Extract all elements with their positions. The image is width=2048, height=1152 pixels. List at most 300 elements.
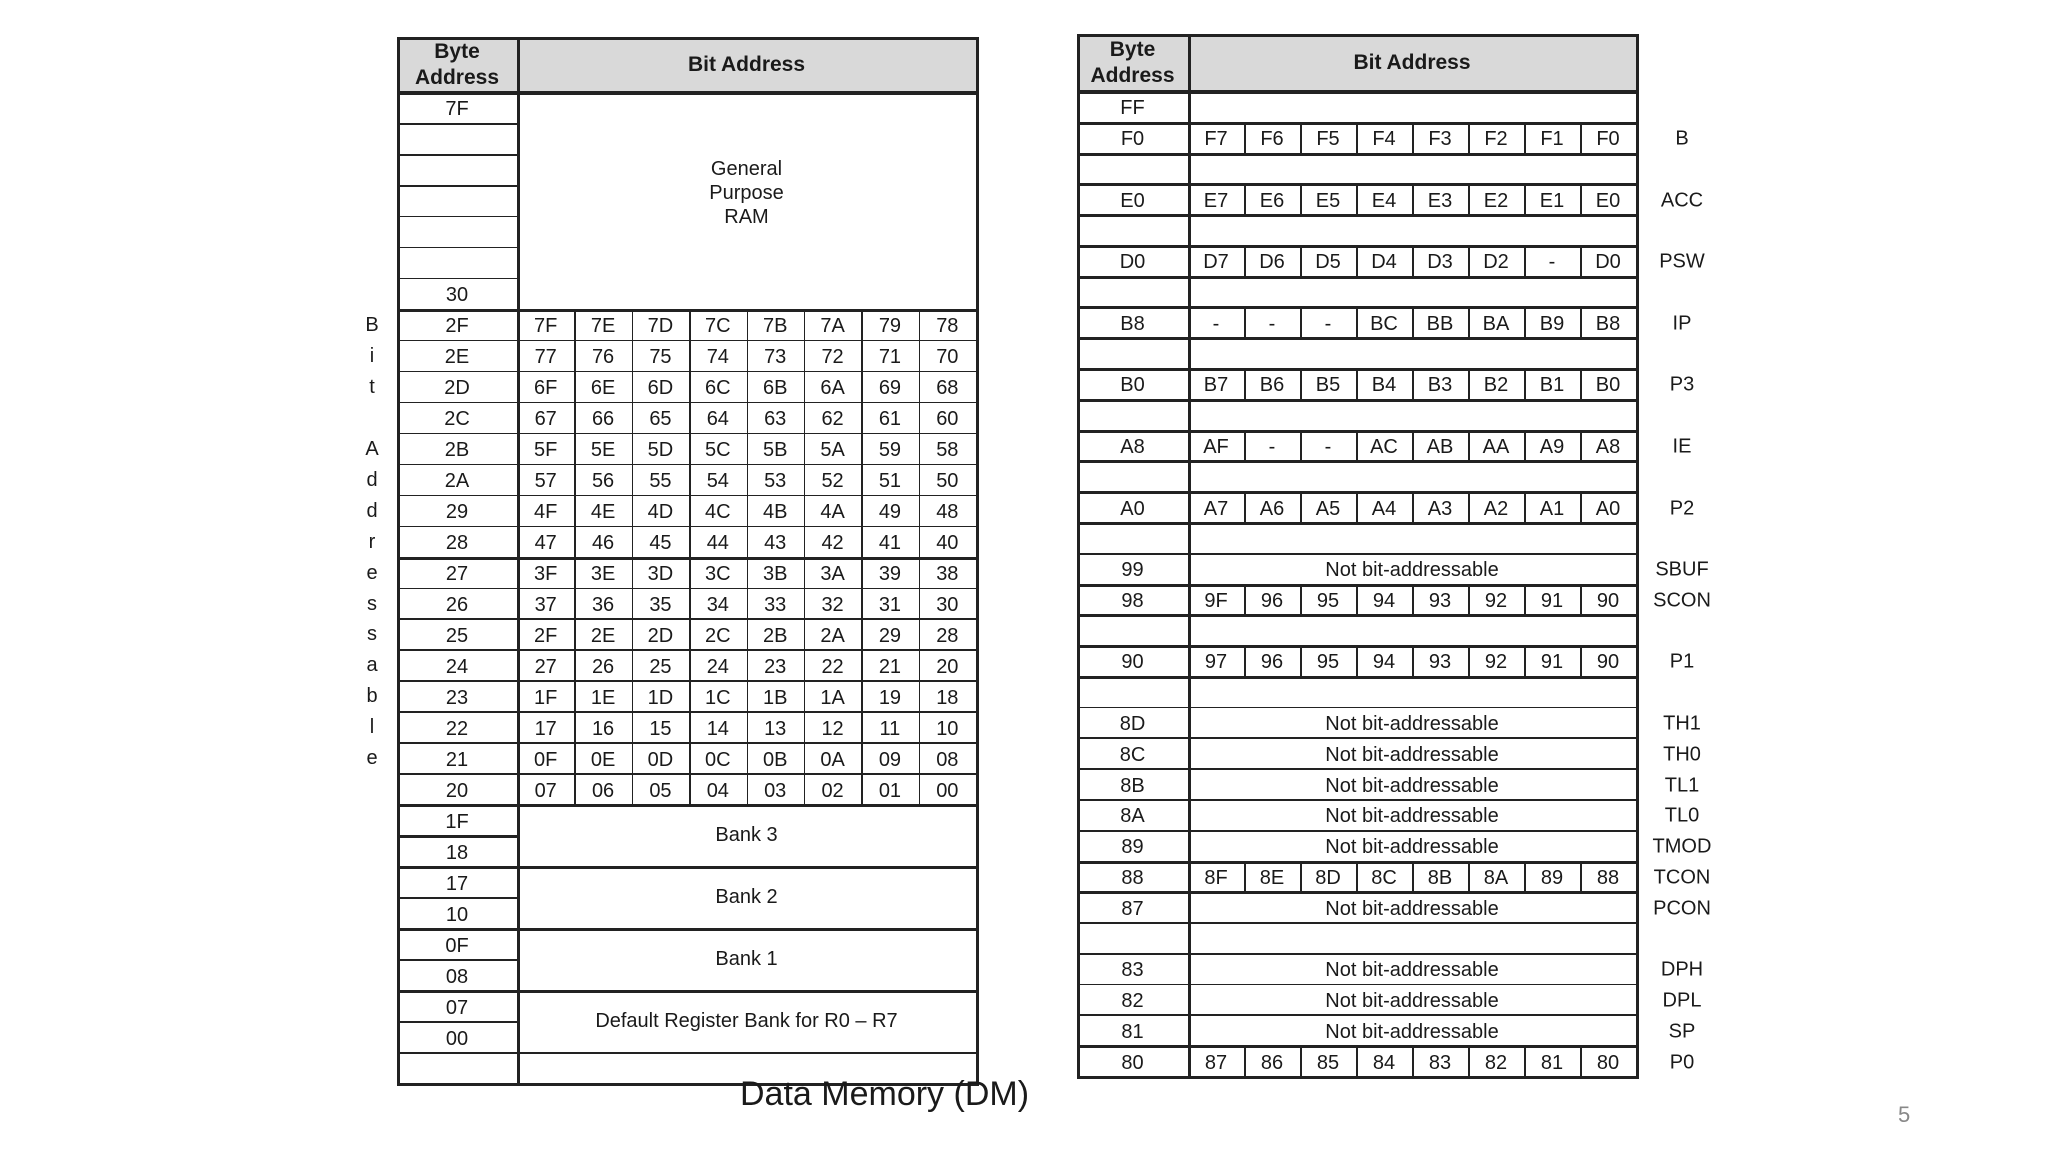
bit-address-cell: 16 [591,717,615,740]
bit-address-cell: BB [1426,312,1454,335]
byte-address-cell [397,187,517,218]
bit-address-cell: 20 [936,655,959,678]
byte-address-cell: 27 [445,563,469,586]
bit-address-cell: A6 [1259,497,1285,520]
bit-address-cell: 7E [590,315,616,338]
bit-address-cell: 78 [936,315,959,338]
table-grid-line [1580,861,1582,892]
byte-address-cell: 2C [444,408,470,431]
bit-address-cell: A3 [1427,497,1453,520]
byte-address-cell: 90 [1121,651,1144,674]
bit-address-cell: 77 [534,346,557,369]
bit-address-cell: 28 [936,624,959,647]
byte-address-cell: 99 [1121,559,1144,582]
bit-address-cell: 7F [534,315,558,338]
bit-address-cell: 1D [647,686,674,709]
bit-address-cell: 7C [705,315,731,338]
table-grid-line [1244,183,1246,214]
bit-address-cell: 2F [534,624,558,647]
bit-address-cell: 29 [878,624,902,647]
table-grid-line [397,897,517,899]
sfr-register-name: TH0 [1663,743,1701,766]
not-bit-addressable-note: Not bit-addressable [1325,559,1499,582]
byte-address-cell [1077,462,1188,493]
bit-address-cell: A5 [1315,497,1341,520]
table-grid-line [1580,306,1582,337]
bit-address-header: Bit Address [517,37,976,92]
bit-address-cell: 6B [762,377,788,400]
table-grid-line [397,711,979,713]
bit-address-cell: 4B [762,501,788,524]
byte-address-cell: 2E [444,346,470,369]
table-grid-line [1468,368,1470,399]
table-grid-line [397,278,520,280]
bit-address-cell: 0C [705,748,731,771]
table-grid-line [397,309,979,312]
bit-address-cell: 90 [1596,589,1620,612]
bit-address-cell: 60 [936,408,959,431]
sfr-register-name: IP [1672,312,1692,335]
byte-address-cell: FF [1120,97,1145,120]
bit-address-cell: 95 [1316,589,1340,612]
byte-address-cell: B8 [1120,312,1145,335]
table-grid-line [1412,491,1414,522]
byte-address-cell: 8B [1120,774,1145,797]
table-grid-line [1244,122,1246,153]
table-grid-line [804,309,806,805]
bit-address-cell: F0 [1596,128,1620,151]
table-grid-line [1412,183,1414,214]
bit-address-cell: 10 [936,717,959,740]
bit-address-cell: B2 [1483,374,1509,397]
bit-address-cell: B5 [1315,374,1341,397]
not-bit-addressable-note: Not bit-addressable [1325,959,1499,982]
not-bit-addressable-note: Not bit-addressable [1325,774,1499,797]
byte-address-cell: 2F [445,315,469,338]
table-grid-line [1244,430,1246,461]
bit-address-cell: 1B [762,686,788,709]
bit-address-cell: B9 [1539,312,1565,335]
bit-address-cell: 15 [649,717,672,740]
bit-address-cell: 04 [706,779,729,802]
table-grid-line [397,37,976,40]
sfr-register-name: P1 [1669,650,1695,673]
page-number: 5 [1898,1102,1911,1127]
bit-address-cell: 19 [878,686,902,709]
bit-address-cell: 72 [821,346,844,369]
table-grid-line [574,309,576,805]
table-grid-line [1412,368,1414,399]
table-grid-line [1468,122,1470,153]
table-grid-line [397,91,976,95]
table-grid-line [1524,861,1526,892]
bit-address-cell: A2 [1483,497,1509,520]
table-grid-line [397,804,979,807]
bit-address-cell: - [1212,312,1220,335]
bit-address-cell: A0 [1595,497,1621,520]
table-grid-line [1524,122,1526,153]
table-grid-line [1468,430,1470,461]
bit-address-cell: 1E [590,686,616,709]
table-grid-line [1524,645,1526,676]
bit-address-header: Bit Address [1188,34,1636,91]
table-grid-line [1412,245,1414,276]
bit-address-cell: 61 [878,408,902,431]
bit-address-cell: 0E [590,748,616,771]
table-grid-line [1412,861,1414,892]
table-grid-line [397,340,979,342]
bit-address-cell: 2C [705,624,731,647]
byte-address-cell: 30 [445,284,469,307]
bit-address-cell: 91 [1540,589,1564,612]
table-grid-line [1580,1045,1582,1076]
bit-address-cell: - [1324,312,1332,335]
bit-address-cell: 40 [936,532,959,555]
bit-address-cell: 3A [820,563,845,586]
table-grid-line [1356,645,1358,676]
bit-address-cell: 48 [936,501,959,524]
table-grid-line [397,618,979,620]
bit-address-cell: 12 [821,717,844,740]
byte-address-header: Byte Address [1077,34,1188,91]
byte-address-cell: 08 [445,965,469,988]
table-grid-line [1300,1045,1302,1076]
table-grid-line [1412,645,1414,676]
table-grid-line [397,557,979,560]
bit-address-cell: 92 [1484,651,1508,674]
byte-address-cell: 81 [1121,1020,1144,1043]
bit-address-cell: 09 [878,748,902,771]
byte-address-cell [1077,401,1188,432]
bit-addressable-side-letter: l [369,716,375,739]
byte-address-header: Byte Address [397,37,517,92]
table-grid-line [1580,122,1582,153]
bit-addressable-side-letter: b [366,685,378,708]
bit-address-cell: A7 [1203,497,1229,520]
bit-address-cell: 8D [1315,866,1341,889]
table-grid-line [397,588,979,590]
table-grid-line [1077,1076,1639,1079]
sfr-register-name: P0 [1669,1051,1695,1074]
bit-address-cell: 1A [820,686,845,709]
byte-address-cell: 18 [445,841,469,864]
bit-address-cell: 0B [762,748,788,771]
table-grid-line [1300,368,1302,399]
byte-address-cell [397,125,517,156]
bit-address-cell: 7B [762,315,788,338]
sfr-register-name: SBUF [1655,558,1709,581]
table-grid-line [1580,584,1582,615]
bit-address-cell: 3B [762,563,788,586]
table-grid-line [1468,491,1470,522]
bit-address-cell: 5C [705,439,731,462]
table-grid-line [1300,306,1302,337]
bit-address-cell: B8 [1595,312,1621,335]
bit-address-cell: 71 [878,346,902,369]
table-grid-line [1580,245,1582,276]
bit-address-cell: 76 [591,346,615,369]
bit-address-cell: 52 [821,470,844,493]
bit-address-cell: 43 [764,532,787,555]
table-grid-line [1300,645,1302,676]
bit-address-cell: F1 [1540,128,1564,151]
sfr-register-name: PCON [1653,897,1711,920]
sfr-register-name: P2 [1669,497,1695,520]
bit-addressable-side-letter: B [365,313,379,336]
byte-address-cell: 20 [445,779,469,802]
bit-address-cell: 41 [878,532,902,555]
register-bank-label: Default Register Bank for R0 – R7 [595,1010,898,1033]
bit-address-cell: 94 [1372,589,1396,612]
bit-address-cell: 64 [706,408,729,431]
table-grid-line [1524,245,1526,276]
bit-address-cell: - [1548,251,1556,274]
bit-address-cell: 31 [878,593,902,616]
byte-address-cell: 25 [445,624,469,647]
table-grid-line [1524,430,1526,461]
register-bank-label: Bank 1 [715,948,778,971]
byte-address-cell [397,218,517,249]
table-grid-line [1244,306,1246,337]
bit-address-cell: 18 [936,686,959,709]
sfr-register-name: SP [1668,1020,1696,1043]
bit-address-cell: 03 [764,779,787,802]
byte-address-cell [1077,524,1188,555]
bit-address-cell: 57 [534,470,557,493]
bit-address-cell: E3 [1427,189,1453,212]
table-grid-line [1580,368,1582,399]
table-grid-line [1244,245,1246,276]
byte-address-cell: 24 [445,655,469,678]
general-purpose-ram-label: General Purpose RAM [709,158,784,229]
bit-address-cell: 42 [821,532,844,555]
bit-address-cell: B0 [1595,374,1621,397]
bit-address-cell: 84 [1372,1051,1396,1074]
bit-address-cell: B6 [1259,374,1285,397]
bit-address-cell: D3 [1427,251,1453,274]
byte-address-cell: 1F [445,810,469,833]
bit-address-cell: 58 [936,439,959,462]
bit-address-cell: B3 [1427,374,1453,397]
table-grid-line [1300,245,1302,276]
not-bit-addressable-note: Not bit-addressable [1325,990,1499,1013]
sfr-register-name: TL1 [1664,774,1700,797]
bit-address-cell: E1 [1539,189,1565,212]
bit-address-cell: 9F [1204,589,1228,612]
bit-address-cell: 35 [649,593,672,616]
bit-address-cell: 0D [647,748,674,771]
table-grid-line [397,1021,517,1023]
bit-address-cell: 69 [878,377,902,400]
table-grid-line [1300,861,1302,892]
bit-address-cell: 4C [705,501,731,524]
bit-address-cell: 30 [936,593,959,616]
sfr-register-name: SCON [1653,589,1711,612]
bit-address-cell: 6A [820,377,845,400]
byte-address-cell [1077,924,1188,955]
table-grid-line [1300,183,1302,214]
sfr-register-name: TCON [1653,866,1711,889]
bit-address-cell: AF [1203,435,1229,458]
byte-address-cell: 28 [445,532,469,555]
not-bit-addressable-note: Not bit-addressable [1325,743,1499,766]
byte-address-cell: 22 [445,717,469,740]
bit-address-cell: 2D [647,624,674,647]
table-grid-line [397,154,520,156]
table-grid-line [1468,245,1470,276]
bit-address-cell: 3C [705,563,731,586]
byte-address-cell [1077,155,1188,186]
bit-addressable-side-letter: a [366,654,378,677]
table-grid-line [397,866,979,869]
byte-address-cell: A0 [1120,497,1145,520]
bit-address-cell: A8 [1595,435,1621,458]
table-grid-line [1580,491,1582,522]
table-grid-line [1468,1045,1470,1076]
sfr-register-name: DPH [1660,958,1704,981]
table-grid-line [1412,122,1414,153]
bit-address-cell: 3D [647,563,674,586]
bit-address-cell: 0F [534,748,558,771]
bit-address-cell: 91 [1540,651,1564,674]
byte-address-cell: D0 [1119,251,1146,274]
table-grid-line [1524,368,1526,399]
bit-address-cell: 6E [590,377,616,400]
bit-address-cell: - [1268,312,1276,335]
sfr-register-name: DPL [1662,989,1702,1012]
table-grid-line [397,649,979,651]
table-grid-line [1524,491,1526,522]
table-grid-line [397,835,517,838]
table-grid-line [1468,584,1470,615]
bit-address-cell: 82 [1484,1051,1508,1074]
bit-address-cell: 33 [764,593,787,616]
bit-address-cell: 7A [820,315,845,338]
bit-address-cell: F5 [1316,128,1340,151]
bit-address-cell: D6 [1259,251,1285,274]
table-grid-line [1244,368,1246,399]
bit-address-cell: 74 [706,346,729,369]
bit-address-cell: 8A [1483,866,1509,889]
byte-address-cell: 8D [1119,713,1146,736]
bit-address-cell: 73 [764,346,787,369]
byte-address-cell: B0 [1120,374,1145,397]
bit-address-cell: 83 [1428,1051,1452,1074]
bit-address-cell: 14 [706,717,729,740]
table-grid-line [1412,430,1414,461]
bit-address-cell: 8B [1427,866,1453,889]
table-grid-line [397,123,520,125]
table-grid-line [1300,122,1302,153]
table-grid-line [689,309,691,805]
bit-address-cell: F7 [1204,128,1228,151]
bit-address-cell: 65 [649,408,672,431]
table-grid-line [1524,183,1526,214]
table-grid-line [1580,183,1582,214]
table-grid-line [919,309,921,805]
bit-address-cell: 01 [878,779,902,802]
bit-address-cell: 55 [649,470,672,493]
bit-address-cell: 46 [591,532,615,555]
bit-addressable-side-letter: t [369,375,375,398]
byte-address-cell: 17 [445,872,469,895]
bit-address-cell: 17 [534,717,557,740]
byte-address-cell: 00 [445,1027,469,1050]
byte-address-cell: 98 [1121,589,1144,612]
table-grid-line [1244,491,1246,522]
bit-address-cell: 6C [705,377,731,400]
bit-address-cell: 5D [647,439,674,462]
table-grid-line [1356,368,1358,399]
table-grid-line [1580,645,1582,676]
bit-address-cell: 96 [1260,589,1284,612]
byte-address-cell: 29 [445,501,469,524]
bit-address-cell: F4 [1372,128,1396,151]
bit-address-cell: 95 [1316,651,1340,674]
table-grid-line [397,464,979,466]
byte-address-cell [397,156,517,187]
table-grid-line [1468,861,1470,892]
bit-address-cell: 50 [936,470,959,493]
byte-address-cell: 82 [1121,990,1144,1013]
table-grid-line [397,371,979,373]
bit-address-cell: A4 [1371,497,1397,520]
bit-address-cell: E7 [1203,189,1229,212]
table-grid-line [397,216,520,218]
sfr-register-name: IE [1672,435,1692,458]
bit-address-cell: 45 [649,532,672,555]
bit-address-cell: 22 [821,655,844,678]
bit-address-cell: 49 [878,501,902,524]
bit-address-cell: 80 [1596,1051,1620,1074]
bit-address-cell: A9 [1539,435,1565,458]
byte-address-cell: 2D [444,377,470,400]
bit-address-cell: 94 [1372,651,1396,674]
bit-address-cell: 67 [534,408,557,431]
table-grid-line [1077,34,1636,37]
table-grid-line [1412,584,1414,615]
bit-address-cell: 93 [1428,589,1452,612]
table-grid-line [1468,306,1470,337]
bit-address-cell: 38 [936,563,959,586]
table-grid-line [397,402,979,404]
table-grid-line [1524,306,1526,337]
bit-address-cell: A1 [1539,497,1565,520]
sfr-register-name: TL0 [1664,804,1700,827]
bit-address-cell: - [1268,435,1276,458]
bit-address-cell: 25 [649,655,672,678]
byte-address-cell: 83 [1121,959,1144,982]
bit-address-cell: 75 [649,346,672,369]
bit-address-cell: F3 [1428,128,1452,151]
bit-address-cell: 39 [878,563,902,586]
bit-address-cell: 90 [1596,651,1620,674]
bit-address-cell: D2 [1483,251,1509,274]
table-grid-line [861,309,863,805]
bit-address-cell: 3F [534,563,558,586]
table-grid-line [1468,645,1470,676]
bit-addressable-side-letter: d [366,499,378,522]
sfr-register-name: B [1675,127,1689,150]
bit-address-cell: 8F [1204,866,1228,889]
bit-address-cell: 6F [534,377,558,400]
table-grid-line [397,928,979,931]
bit-address-cell: 05 [649,779,672,802]
bit-address-cell: B7 [1203,374,1229,397]
bit-address-cell: 2E [590,624,616,647]
bit-addressable-side-letter: e [366,747,378,770]
bit-address-cell: 47 [534,532,557,555]
